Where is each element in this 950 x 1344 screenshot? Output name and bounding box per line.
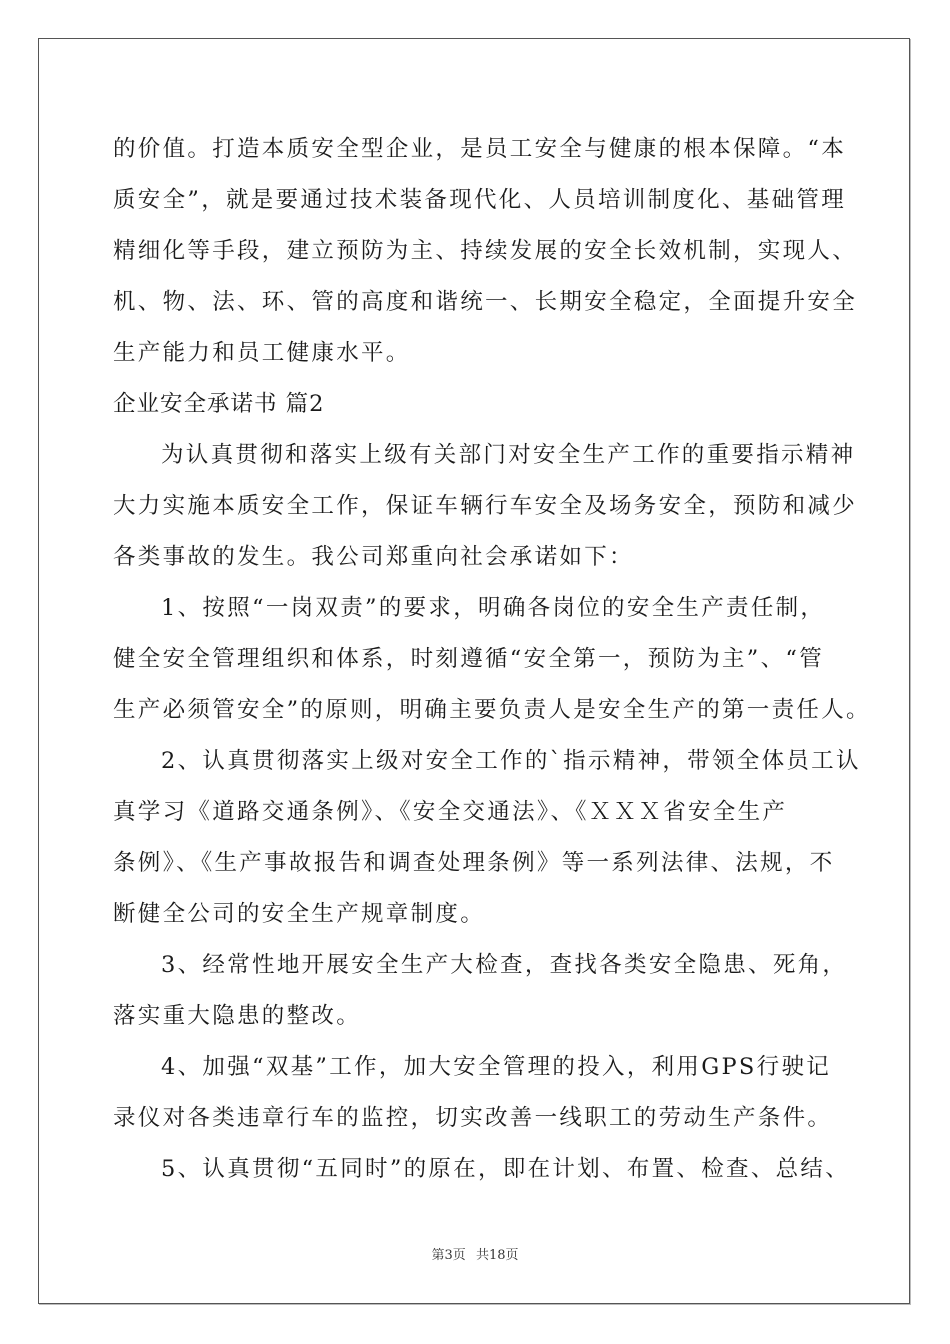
section-heading: 企业安全承诺书 篇2 [113,391,325,417]
page-total: 共18页 [475,1248,519,1263]
text-line: 生产能力和员工健康水平。 [113,340,411,366]
text-line: 健全安全管理组织和体系，时刻遵循“安全第一，预防为主”、“管 [113,646,825,672]
text-line: 落实重大隐患的整改。 [113,1003,362,1029]
page-footer [0,1244,950,1263]
page-number: 第3页 [431,1248,466,1263]
list-item-2: 2、认真贯彻落实上级对安全工作的`指示精神，带领全体员工认 [161,748,861,774]
text-line: 生产必须管安全”的原则，明确主要负责人是安全生产的第一责任人。 [113,697,871,723]
text-line: 条例》、《生产事故报告和调查处理条例》等一系列法律、法规，不 [113,850,835,876]
list-item-3: 3、经常性地开展安全生产大检查，查找各类安全隐患、死角， [161,952,848,978]
document-body [113,124,871,1195]
text-line: 录仪对各类违章行车的监控，切实改善一线职工的劳动生产条件。 [113,1105,833,1131]
text-line: 精细化等手段，建立预防为主、持续发展的安全长效机制，实现人、 [113,238,858,264]
list-item-5: 5、认真贯彻“五同时”的原在，即在计划、布置、检查、总结、 [161,1156,851,1182]
text-line: 机、物、法、环、管的高度和谐统一、长期安全稳定，全面提升安全 [113,289,858,315]
text-line: 大力实施本质安全工作，保证车辆行车安全及场务安全，预防和减少 [113,493,858,519]
text-line: 断健全公司的安全生产规章制度。 [113,901,486,927]
paragraph-start: 为认真贯彻和落实上级有关部门对安全生产工作的重要指示精神 [161,442,856,468]
list-item-1: 1、按照“一岗双责”的要求，明确各岗位的安全生产责任制， [161,595,826,621]
text-line: 质安全”，就是要通过技术装备现代化、人员培训制度化、基础管理 [113,187,847,213]
list-item-4: 4、加强“双基”工作，加大安全管理的投入，利用GPS行驶记 [161,1054,832,1080]
text-line: 的价值。打造本质安全型企业，是员工安全与健康的根本保障。“本 [113,136,847,162]
text-line: 各类事故的发生。我公司郑重向社会承诺如下： [113,544,634,570]
text-line: 真学习《道路交通条例》、《安全交通法》、《ＸＸＸ省安全生产 [113,799,788,825]
